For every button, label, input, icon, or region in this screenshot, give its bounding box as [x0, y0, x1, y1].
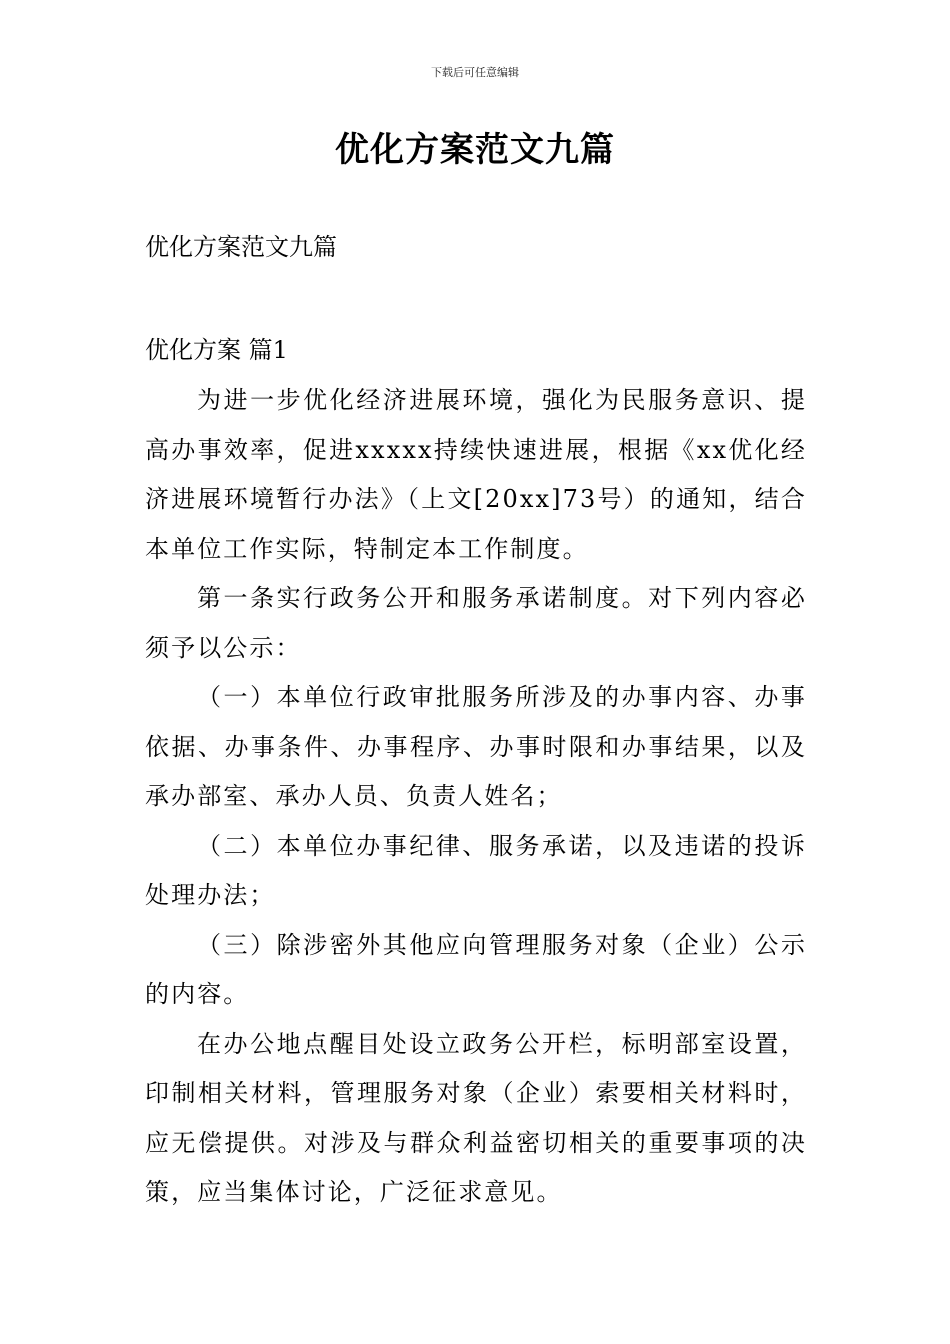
- paragraph: （一）本单位行政审批服务所涉及的办事内容、办事依据、办事条件、办事程序、办事时限和办事结果，以及承办部室、承办人员、负责人姓名；: [145, 683, 807, 810]
- document-title: 优化方案范文九篇: [335, 130, 615, 170]
- document-body: [145, 376, 807, 1218]
- header-note: 下载后可任意编辑: [431, 66, 519, 79]
- document-subtitle: 优化方案范文九篇: [145, 233, 337, 261]
- paragraph: 为进一步优化经济进展环境，强化为民服务意识、提高办事效率，促进xxxxx持续快速进展，根据《xx优化经济进展环境暂行办法》（上文[20xx]73号）的通知，结合本单位工作实际，特制定本工作制度。: [145, 386, 807, 563]
- paragraph: 在办公地点醒目处设立政务公开栏，标明部室设置，印制相关材料，管理服务对象（企业）索要相关材料时，应无偿提供。对涉及与群众利益密切相关的重要事项的决策，应当集体讨论，广泛征求意见。: [145, 1029, 807, 1206]
- paragraph: （三）除涉密外其他应向管理服务对象（企业）公示的内容。: [145, 930, 807, 1008]
- paragraph: 第一条实行政务公开和服务承诺制度。对下列内容必须予以公示：: [145, 584, 807, 662]
- paragraph: （二）本单位办事纪律、服务承诺，以及违诺的投诉处理办法；: [145, 831, 807, 909]
- section-heading: 优化方案 篇1: [145, 336, 288, 364]
